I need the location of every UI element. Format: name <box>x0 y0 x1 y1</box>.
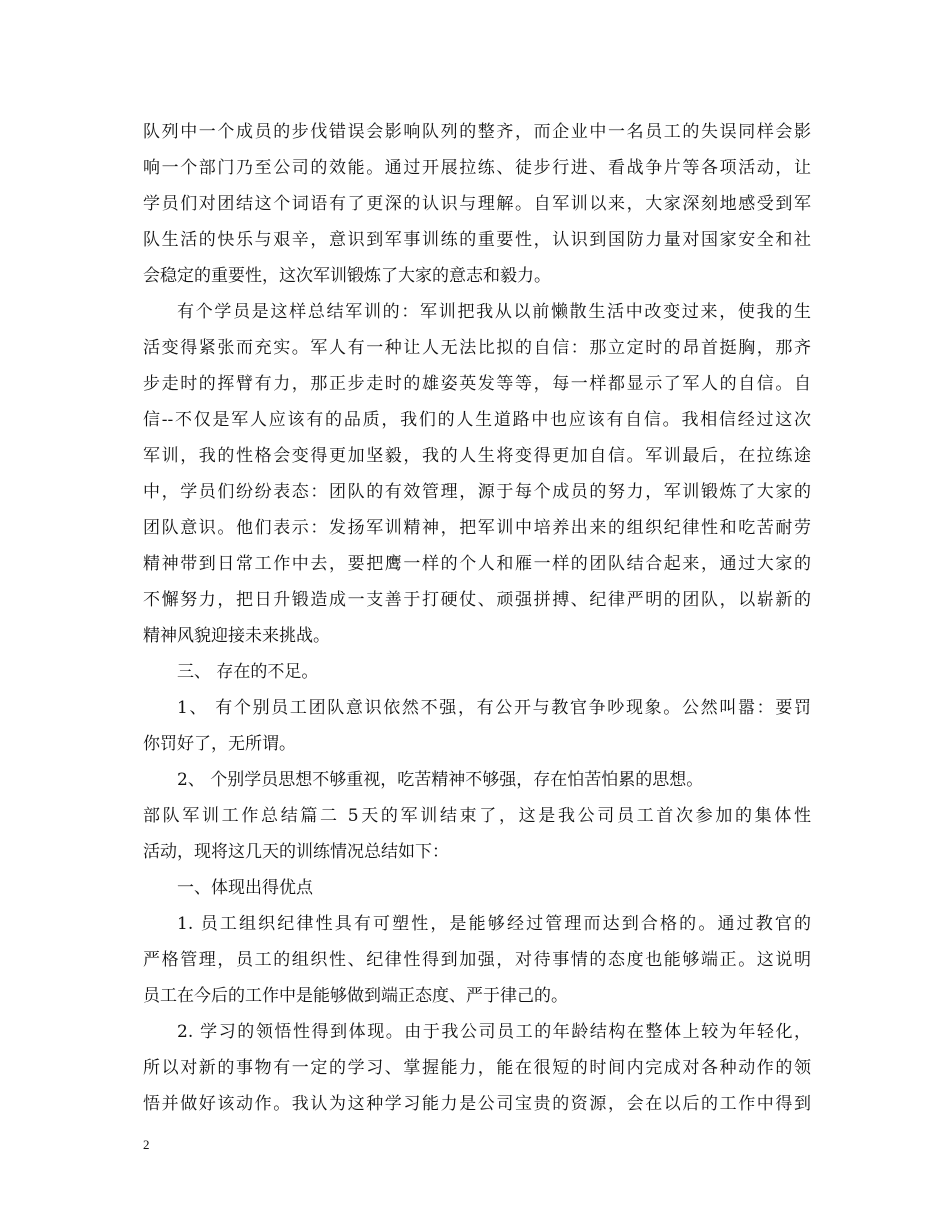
list-item-2-line: 2、 个别学员思想不够重视，吃苦精神不够强，存在怕苦怕累的思想。 <box>177 770 704 790</box>
text-line: 响一个部门乃至公司的效能。通过开展拉练、徒步行进、看战争片等各项活动，让 <box>143 158 811 178</box>
text-line: 你罚好了，无所谓。 <box>143 734 296 754</box>
text-line: 不懈努力，把日升锻造成一支善于打硬仗、顽强拼搏、纪律严明的团队，以崭新的 <box>143 590 811 610</box>
section-heading: 三、 存在的不足。 <box>177 662 319 682</box>
section-heading: 一、体现出得优点 <box>177 878 313 898</box>
text-line: 活动，现将这几天的训练情况总结如下： <box>143 842 449 862</box>
text-line: 信--不仅是军人应该有的品质，我们的人生道路中也应该有自信。我相信经过这次 <box>143 410 811 430</box>
page-number: 2 <box>143 1137 150 1152</box>
list-item-1-line: 1. 员工组织纪律性具有可塑性，是能够经过管理而达到合格的。通过教官的 <box>177 914 811 934</box>
text-line: 步走时的挥臂有力，那正步走时的雄姿英发等等，每一样都显示了军人的自信。自 <box>143 374 811 394</box>
list-item-1-line: 1、 有个别员工团队意识依然不强，有公开与教官争吵现象。公然叫嚣：要罚 <box>177 698 811 718</box>
document-body <box>143 114 811 1122</box>
text-line: 员工在今后的工作中是能够做到端正态度、严于律己的。 <box>143 986 568 1006</box>
text-line: 学员们对团结这个词语有了更深的认识与理解。自军训以来，大家深刻地感受到军 <box>143 194 811 214</box>
text-line: 精神风貌迎接未来挑战。 <box>143 626 330 646</box>
text-line: 精神带到日常工作中去，要把鹰一样的个人和雁一样的团队结合起来，通过大家的 <box>143 554 811 574</box>
text-line: 活变得紧张而充实。军人有一种让人无法比拟的自信：那立定时的昂首挺胸，那齐 <box>143 338 811 358</box>
text-line: 队生活的快乐与艰辛，意识到军事训练的重要性，认识到国防力量对国家安全和社 <box>143 230 811 250</box>
text-line: 严格管理，员工的组织性、纪律性得到加强，对待事情的态度也能够端正。这说明 <box>143 950 811 970</box>
text-line: 会稳定的重要性，这次军训锻炼了大家的意志和毅力。 <box>143 266 551 286</box>
text-line: 团队意识。他们表示：发扬军训精神，把军训中培养出来的组织纪律性和吃苦耐劳 <box>143 518 811 538</box>
list-item-2-line: 2. 学习的领悟性得到体现。由于我公司员工的年龄结构在整体上较为年轻化， <box>177 1022 811 1042</box>
paragraph-start-line: 有个学员是这样总结军训的：军训把我从以前懒散生活中改变过来，使我的生 <box>177 302 811 322</box>
text-line: 中，学员们纷纷表态：团队的有效管理，源于每个成员的努力，军训锻炼了大家的 <box>143 482 811 502</box>
text-line: 所以对新的事物有一定的学习、掌握能力，能在很短的时间内完成对各种动作的领 <box>143 1058 811 1078</box>
text-line: 军训，我的性格会变得更加坚毅，我的人生将变得更加自信。军训最后，在拉练途 <box>143 446 811 466</box>
article-title-line: 部队军训工作总结篇二 5天的军训结束了，这是我公司员工首次参加的集体性 <box>143 806 811 826</box>
text-line: 队列中一个成员的步伐错误会影响队列的整齐，而企业中一名员工的失误同样会影 <box>143 122 811 142</box>
text-line: 悟并做好该动作。我认为这种学习能力是公司宝贵的资源，会在以后的工作中得到 <box>143 1094 811 1114</box>
